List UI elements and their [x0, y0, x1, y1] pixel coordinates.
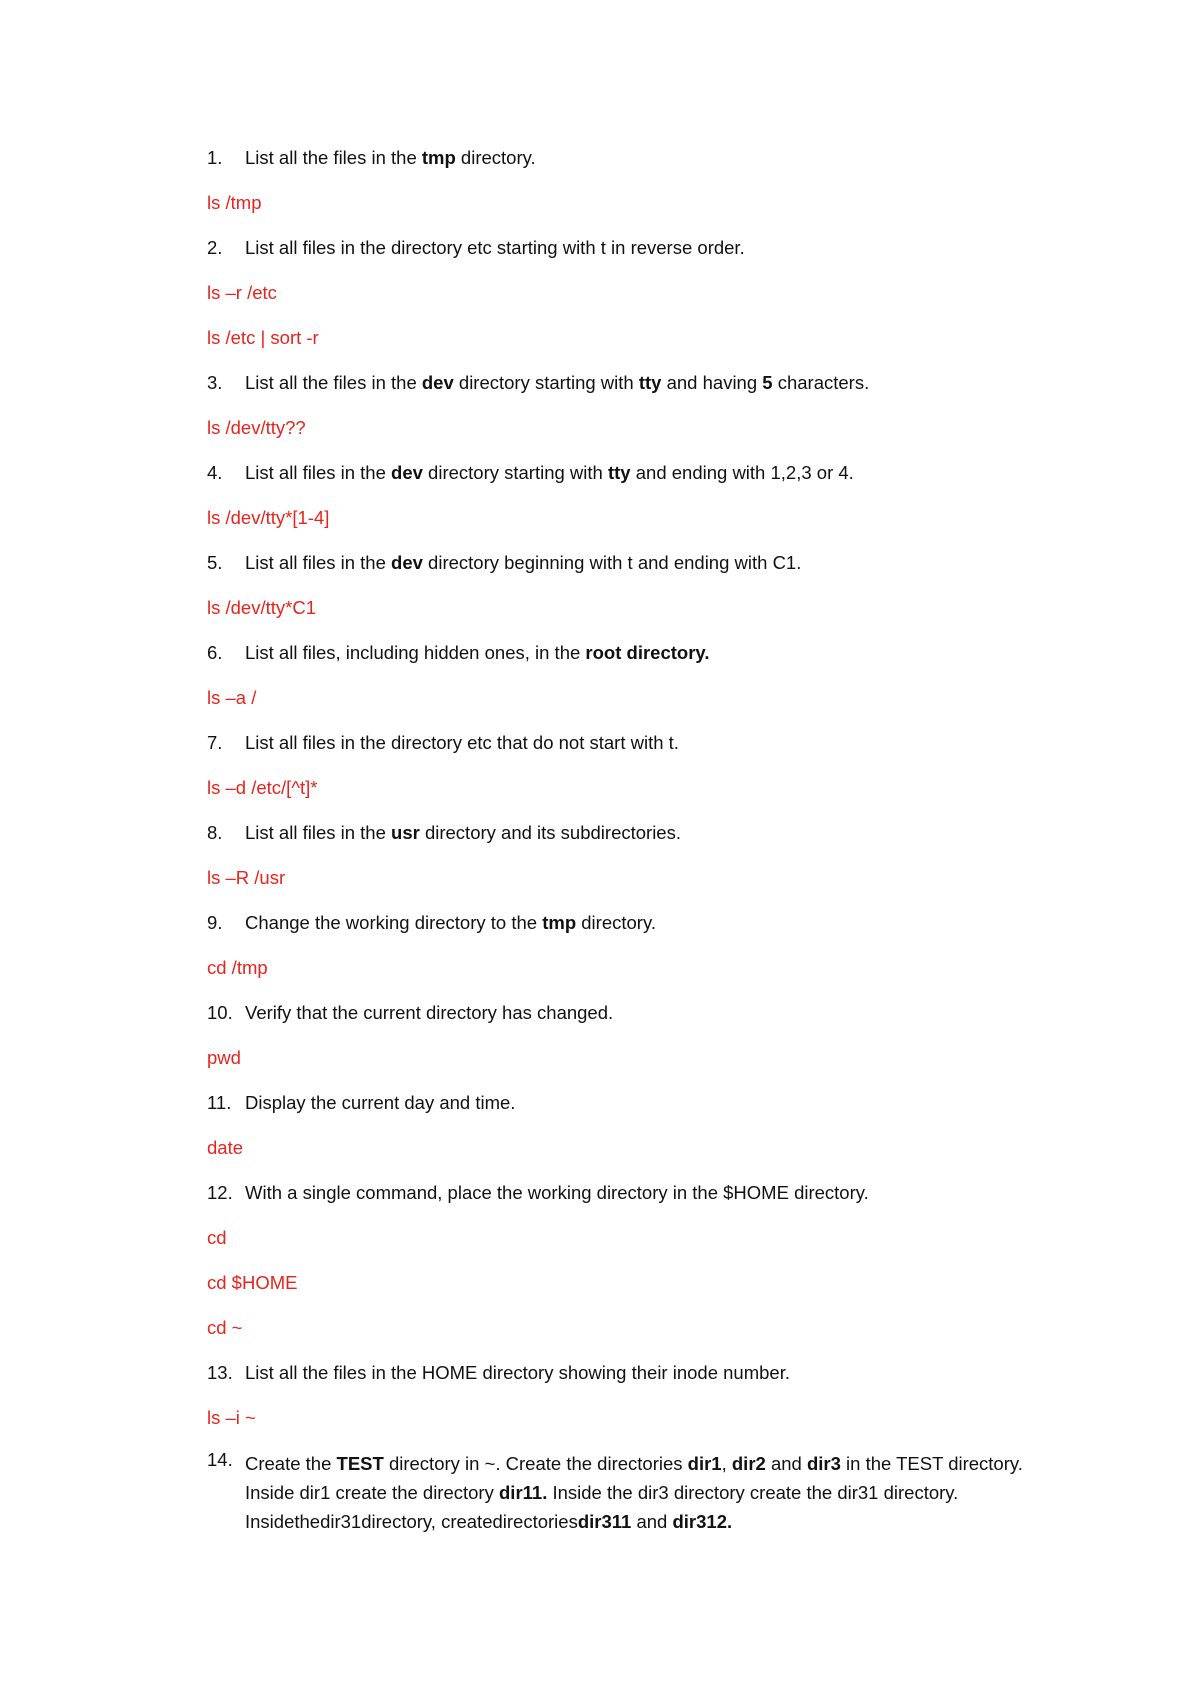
answer-6: ls –a /	[207, 687, 257, 708]
answer-9: cd /tmp	[207, 957, 268, 978]
question-14: 14. Create the TEST directory in ~. Create the directories dir1, dir2 and dir3 in the TEST directory. Inside dir1 create the directory dir11. Inside the dir3 directory create the dir31 directory. Insidethedir31directory, createdirectoriesdir311 and dir312.	[207, 1449, 1023, 1532]
question-number: 5.	[207, 552, 223, 573]
question-6: 6. List all files, including hidden ones, in the root directory.	[207, 642, 710, 663]
answer-1: ls /tmp	[207, 192, 262, 213]
question-5: 5. List all files in the dev directory beginning with t and ending with C1.	[207, 552, 802, 573]
answer-2b: ls /etc | sort -r	[207, 327, 319, 348]
answer-11: date	[207, 1137, 244, 1158]
answer-13: ls –i ~	[207, 1407, 256, 1428]
answer-7: ls –d /etc/[^t]*	[207, 777, 318, 798]
answer-12a: cd	[207, 1227, 227, 1248]
question-number: 3.	[207, 372, 223, 393]
question-8: 8. List all files in the usr directory and its subdirectories.	[207, 822, 681, 843]
question-11: 11. Display the current day and time.	[207, 1092, 516, 1113]
answer-5: ls /dev/tty*C1	[207, 597, 316, 618]
question-number: 14.	[207, 1449, 233, 1470]
question-number: 12.	[207, 1182, 233, 1203]
question-number: 13.	[207, 1362, 233, 1383]
question-3: 3. List all the files in the dev directory starting with tty and having 5 characters.	[207, 372, 870, 393]
question-number: 1.	[207, 147, 223, 168]
answer-12c: cd ~	[207, 1317, 243, 1338]
question-9: 9. Change the working directory to the tmp directory.	[207, 912, 656, 933]
question-number: 6.	[207, 642, 223, 663]
question-10: 10. Verify that the current directory has changed.	[207, 1002, 614, 1023]
answer-2a: ls –r /etc	[207, 282, 277, 303]
answer-4: ls /dev/tty*[1-4]	[207, 507, 330, 528]
answer-8: ls –R /usr	[207, 867, 286, 888]
question-12: 12. With a single command, place the working directory in the $HOME directory.	[207, 1182, 869, 1203]
answer-10: pwd	[207, 1047, 241, 1068]
question-1: 1. List all the files in the tmp directory.	[207, 147, 536, 168]
answer-3: ls /dev/tty??	[207, 417, 306, 438]
question-number: 2.	[207, 237, 223, 258]
question-7: 7. List all files in the directory etc that do not start with t.	[207, 732, 679, 753]
question-number: 11.	[207, 1092, 232, 1113]
question-number: 4.	[207, 462, 223, 483]
question-2: 2. List all files in the directory etc starting with t in reverse order.	[207, 237, 745, 258]
question-number: 10.	[207, 1002, 233, 1023]
question-number: 8.	[207, 822, 223, 843]
answer-12b: cd $HOME	[207, 1272, 298, 1293]
question-number: 9.	[207, 912, 223, 933]
question-4: 4. List all files in the dev directory starting with tty and ending with 1,2,3 or 4.	[207, 462, 854, 483]
question-number: 7.	[207, 732, 223, 753]
question-13: 13. List all the files in the HOME directory showing their inode number.	[207, 1362, 790, 1383]
